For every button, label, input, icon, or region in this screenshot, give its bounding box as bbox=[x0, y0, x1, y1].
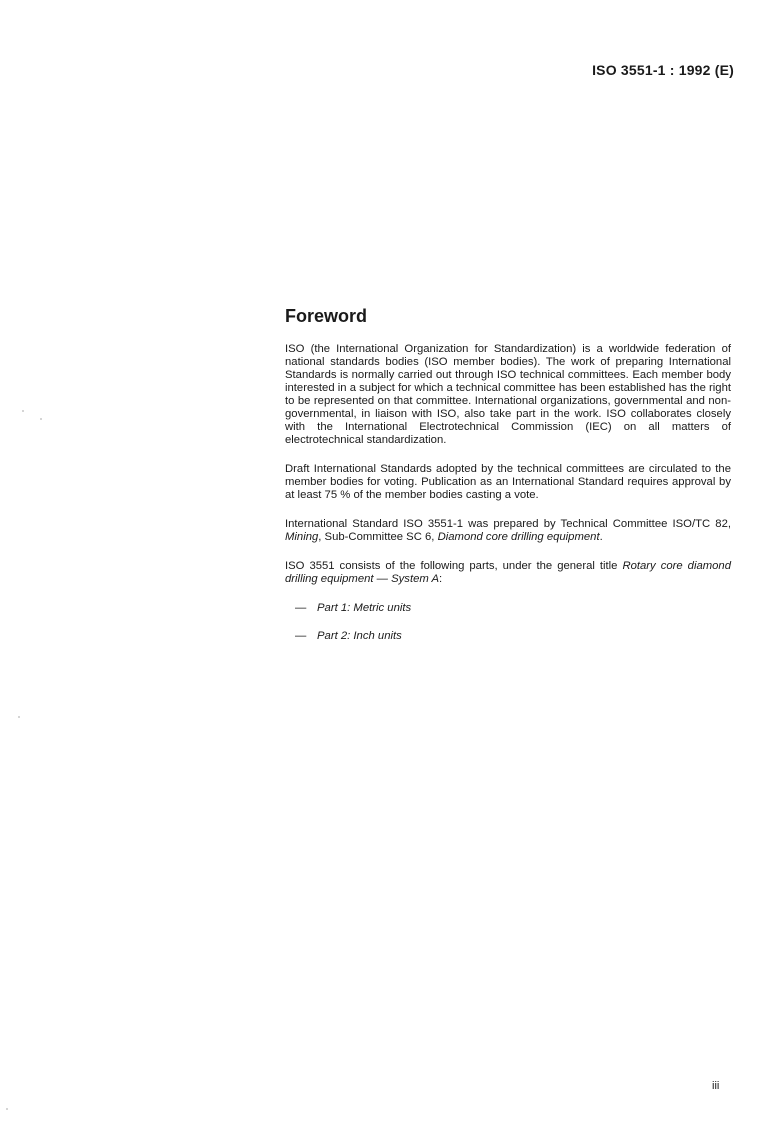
parts-intro-text: ISO 3551 consists of the following parts, under the general title bbox=[285, 560, 623, 572]
paragraph-iso-intro: ISO (the International Organization for Standardization) is a worldwide federation of national standards bodies (ISO member bodies). The work of preparing International Standards is normally carried out through ISO technical committees. Each member body interested in a subject for which a technical committee has been established has the right to be represented on that committee. International organizations, governmental and non-governmental, in liaison with ISO, also take part in the work. ISO collaborates closely with the International Electrotechnical Commission (IEC) on all matters of electrotechnical standardization. bbox=[285, 343, 731, 446]
scan-speck bbox=[40, 418, 42, 420]
page-number: iii bbox=[712, 1080, 720, 1092]
standard-reference: ISO 3551-1 : 1992 (E) bbox=[592, 62, 734, 78]
list-item bbox=[285, 630, 731, 643]
subcommittee-text: , Sub-Committee SC 6, bbox=[318, 531, 438, 543]
committee-mining: Mining bbox=[285, 531, 319, 543]
subcommittee-title: Diamond core drilling equipment bbox=[437, 531, 600, 543]
paragraph-parts-intro bbox=[285, 560, 731, 586]
paragraph-prepared-by bbox=[285, 518, 731, 544]
scan-speck bbox=[6, 1108, 8, 1110]
scan-speck bbox=[22, 410, 24, 412]
general-title: Rotary core diamond drilling equipment — System A bbox=[285, 560, 731, 585]
list-dash: — bbox=[295, 630, 307, 642]
part-label: Part 1: Metric units bbox=[317, 602, 412, 614]
scan-speck bbox=[18, 716, 20, 718]
prepared-by-text: International Standard ISO 3551-1 was prepared by Technical Committee ISO/TC 82, bbox=[285, 518, 731, 530]
paragraph-draft-standards: Draft International Standards adopted by the technical committees are circulated to the member bodies for voting. Publication as an International Standard requires approval by at least 75 % of the member bodies casting a vote. bbox=[285, 463, 731, 501]
list-dash: — bbox=[295, 602, 307, 614]
list-item bbox=[285, 602, 731, 615]
parts-list bbox=[285, 602, 731, 643]
period: . bbox=[599, 531, 603, 543]
part-label: Part 2: Inch units bbox=[317, 630, 402, 642]
colon: : bbox=[439, 573, 443, 585]
foreword-section bbox=[285, 306, 731, 658]
foreword-title: Foreword bbox=[285, 306, 368, 326]
